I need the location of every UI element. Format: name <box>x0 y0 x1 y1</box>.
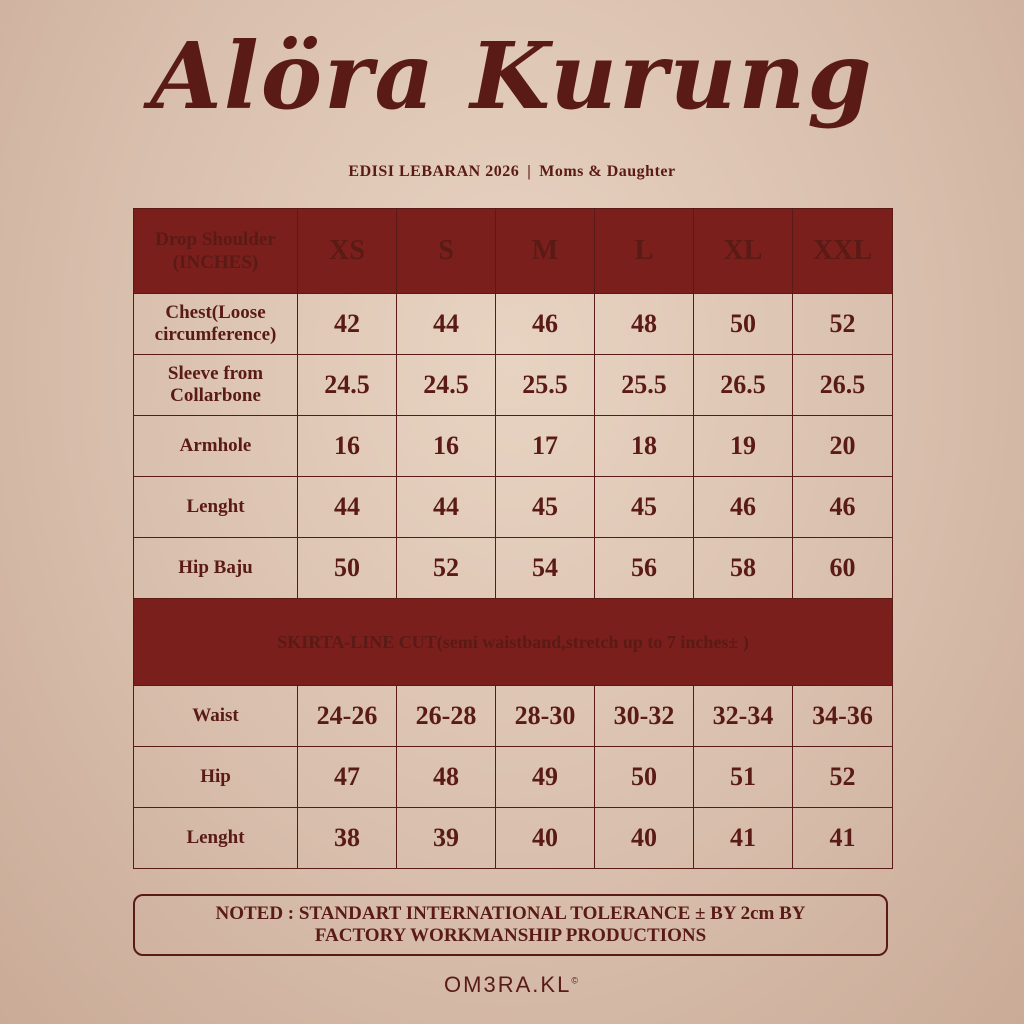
row-label <box>134 294 298 355</box>
table-cell: 42 <box>298 294 397 355</box>
table-cell: 26.5 <box>793 355 893 416</box>
table-cell: 48 <box>397 747 496 808</box>
table-cell: 20 <box>793 416 893 477</box>
header-label-cell <box>134 209 298 294</box>
table-cell: 46 <box>496 294 595 355</box>
table-cell: 26.5 <box>694 355 793 416</box>
row-label: Lenght <box>134 808 298 869</box>
size-header-xs: XS <box>298 209 397 294</box>
table-cell: 44 <box>298 477 397 538</box>
table-row <box>134 416 893 477</box>
table-cell: 45 <box>595 477 694 538</box>
size-chart-table <box>133 208 893 869</box>
table-cell: 41 <box>793 808 893 869</box>
table-cell: 16 <box>298 416 397 477</box>
table-cell: 24.5 <box>298 355 397 416</box>
note-line1: NOTED : STANDART INTERNATIONAL TOLERANCE ± BY 2cm BY <box>215 903 806 924</box>
row-label <box>134 355 298 416</box>
table-cell: 34-36 <box>793 686 893 747</box>
size-header-l: L <box>595 209 694 294</box>
table-cell: 19 <box>694 416 793 477</box>
row-label-line2: Collarbone <box>170 385 261 406</box>
header-label-line2: (INCHES) <box>172 252 259 273</box>
table-cell: 38 <box>298 808 397 869</box>
table-cell: 26-28 <box>397 686 496 747</box>
table-cell: 46 <box>793 477 893 538</box>
row-label-line1: Chest(Loose <box>165 302 266 323</box>
tagline: Moms & Daughter <box>539 163 676 180</box>
table-cell: 24.5 <box>397 355 496 416</box>
footer-brand <box>0 972 1024 998</box>
copyright-icon: © <box>571 975 580 986</box>
row-label-line1: Sleeve from <box>167 363 264 384</box>
table-row <box>134 294 893 355</box>
table-cell: 47 <box>298 747 397 808</box>
note-line2: FACTORY WORKMANSHIP PRODUCTIONS <box>314 925 707 946</box>
skirt-section-title: SKIRTA-LINE CUT(semi waistband,stretch up to 7 inches± ) <box>134 599 893 686</box>
table-cell: 49 <box>496 747 595 808</box>
table-cell: 58 <box>694 538 793 599</box>
header-label-line1: Drop Shoulder <box>155 229 276 250</box>
table-cell: 39 <box>397 808 496 869</box>
table-cell: 16 <box>397 416 496 477</box>
brand-title: Alöra Kurung <box>150 22 874 130</box>
row-label: Waist <box>134 686 298 747</box>
subtitle-separator: | <box>527 163 532 180</box>
row-label: Hip <box>134 747 298 808</box>
table-cell: 54 <box>496 538 595 599</box>
table-cell: 46 <box>694 477 793 538</box>
table-cell: 44 <box>397 477 496 538</box>
table-cell: 40 <box>595 808 694 869</box>
size-header-xxl: XXL <box>793 209 893 294</box>
footer-brand-text: OM3RA.KL <box>444 972 572 997</box>
table-cell: 41 <box>694 808 793 869</box>
size-header-m: M <box>496 209 595 294</box>
table-cell: 32-34 <box>694 686 793 747</box>
table-cell: 50 <box>694 294 793 355</box>
table-row <box>134 538 893 599</box>
row-label-line2: circumference) <box>154 324 277 345</box>
table-cell: 17 <box>496 416 595 477</box>
table-row <box>134 686 893 747</box>
table-cell: 25.5 <box>496 355 595 416</box>
table-cell: 51 <box>694 747 793 808</box>
table-row <box>134 747 893 808</box>
row-label: Lenght <box>134 477 298 538</box>
table-cell: 45 <box>496 477 595 538</box>
table-cell: 25.5 <box>595 355 694 416</box>
table-cell: 30-32 <box>595 686 694 747</box>
size-header-s: S <box>397 209 496 294</box>
table-row <box>134 355 893 416</box>
table-cell: 44 <box>397 294 496 355</box>
skirt-section-band <box>134 599 893 686</box>
tolerance-note <box>133 894 888 956</box>
table-row <box>134 808 893 869</box>
table-cell: 50 <box>595 747 694 808</box>
table-cell: 56 <box>595 538 694 599</box>
table-cell: 40 <box>496 808 595 869</box>
table-cell: 60 <box>793 538 893 599</box>
table-cell: 48 <box>595 294 694 355</box>
table-cell: 52 <box>793 747 893 808</box>
table-cell: 18 <box>595 416 694 477</box>
subtitle <box>0 163 1024 181</box>
table-cell: 28-30 <box>496 686 595 747</box>
edition-label: EDISI LEBARAN 2026 <box>348 163 520 180</box>
row-label: Hip Baju <box>134 538 298 599</box>
table-cell: 52 <box>397 538 496 599</box>
table-row <box>134 477 893 538</box>
table-cell: 50 <box>298 538 397 599</box>
table-cell: 52 <box>793 294 893 355</box>
row-label: Armhole <box>134 416 298 477</box>
table-cell: 24-26 <box>298 686 397 747</box>
size-header-xl: XL <box>694 209 793 294</box>
table-header-row <box>134 209 893 294</box>
